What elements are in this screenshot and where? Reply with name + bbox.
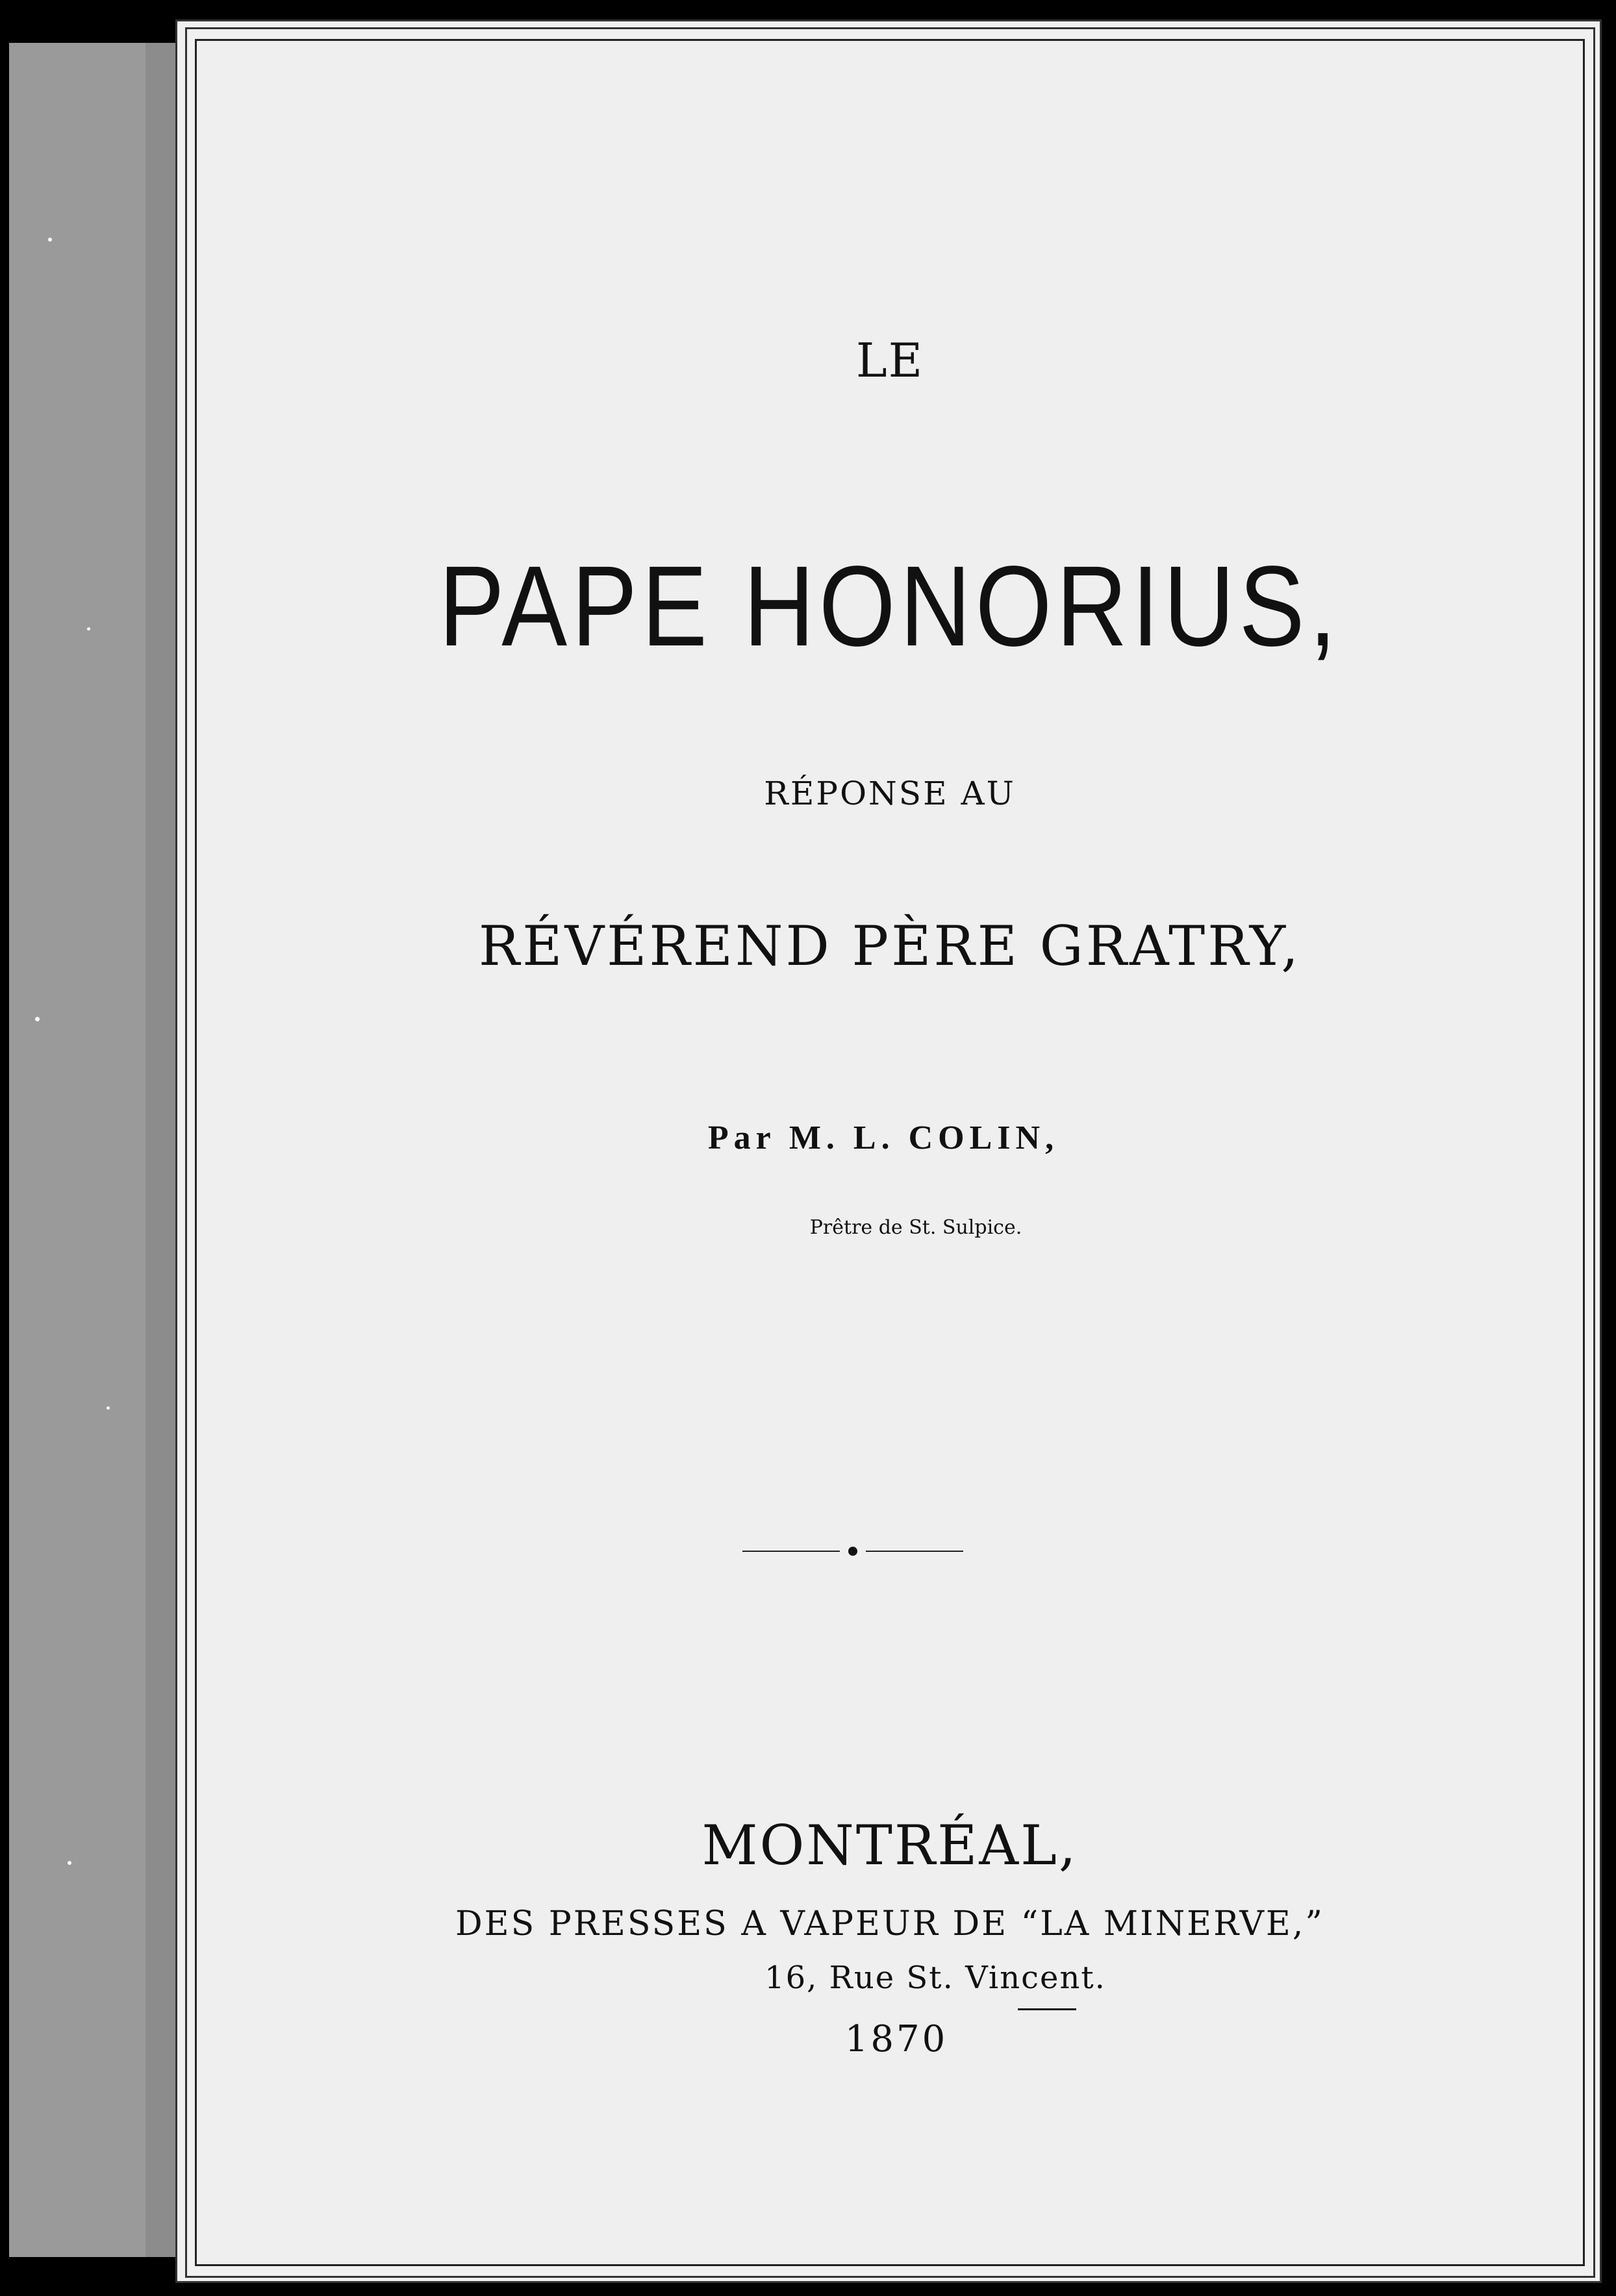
- title-article: LE: [855, 333, 924, 388]
- speck: [68, 1861, 71, 1865]
- main-title: PAPE HONORIUS,: [438, 543, 1341, 670]
- imprint-year: 1870: [844, 2018, 948, 2060]
- speck: [35, 1017, 40, 1021]
- speck: [107, 1406, 110, 1410]
- subtitle-reponse: RÉPONSE AU: [764, 775, 1016, 812]
- imprint-address: 16, Rue St. Vincent.: [764, 1960, 1106, 1996]
- author-line: Par M. L. COLIN,: [707, 1119, 1059, 1156]
- imprint-publisher: DES PRESSES A VAPEUR DE “LA MINERVE,”: [455, 1904, 1324, 1943]
- imprint-rule: [1018, 2008, 1076, 2010]
- ornamental-divider: [742, 1545, 963, 1558]
- subtitle-reverend: RÉVÉREND PÈRE GRATRY,: [478, 914, 1302, 978]
- cover-board: [9, 43, 201, 2257]
- binding-edge: [0, 0, 9, 2296]
- speck: [87, 627, 90, 630]
- imprint-city: MONTRÉAL,: [701, 1814, 1078, 1877]
- speck: [48, 238, 52, 242]
- title-page: [195, 39, 1585, 2266]
- author-role: Prêtre de St. Sulpice.: [809, 1216, 1022, 1239]
